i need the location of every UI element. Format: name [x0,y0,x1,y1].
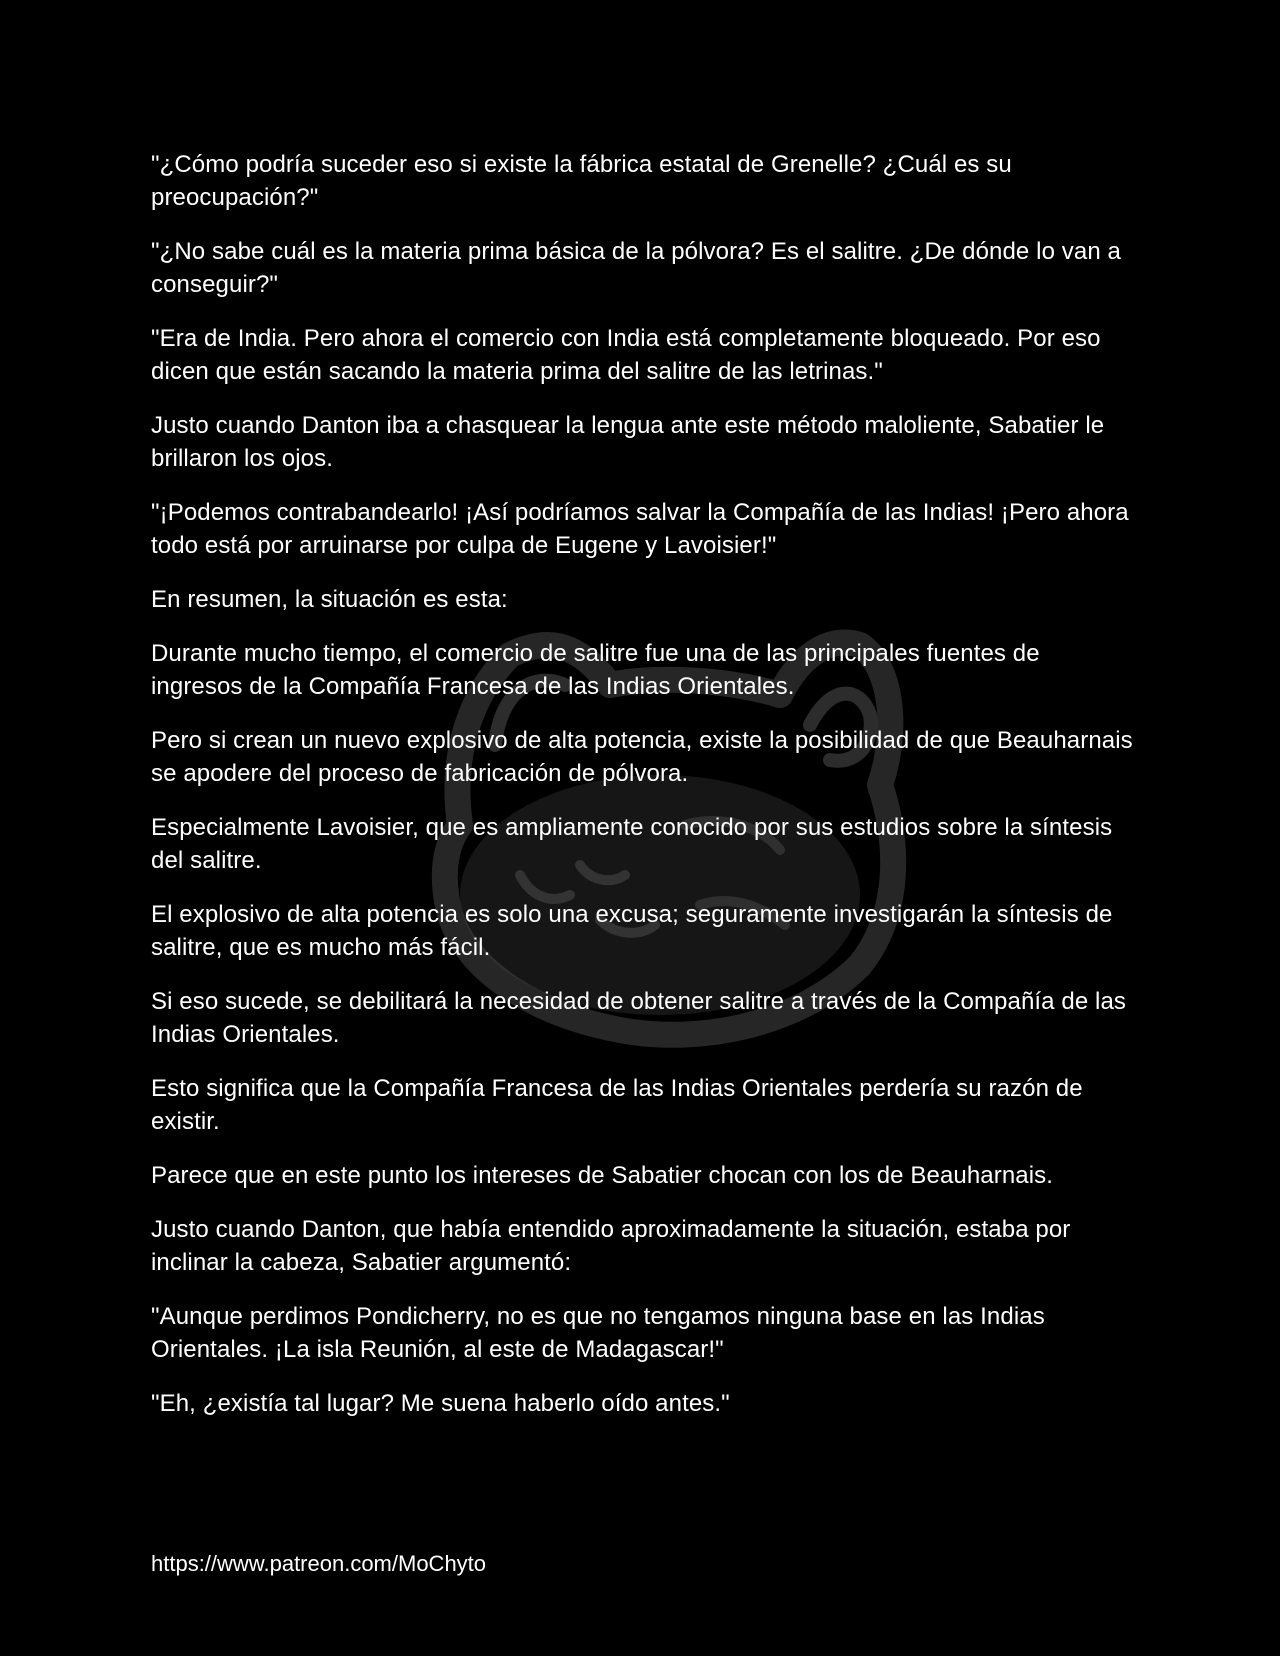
paragraph: Justo cuando Danton iba a chasquear la lengua ante este método maloliente, Sabatier le brillaron los ojos. [151,412,1105,472]
paragraph: Si eso sucede, se debilitará la necesidad de obtener salitre a través de la Compañía de las Indias Orientales. [151,988,1127,1048]
paragraph: "¿No sabe cuál es la materia prima básica de la pólvora? Es el salitre. ¿De dónde lo van a conseguir?" [151,238,1122,298]
paragraph: "¡Podemos contrabandearlo! ¡Así podríamos salvar la Compañía de las Indias! ¡Pero ahora todo está por arruinarse por culpa de Eugene y Lavoisier!" [151,499,1129,559]
paragraph: Esto significa que la Compañía Francesa de las Indias Orientales perdería su razón de existir. [151,1075,1083,1135]
paragraph: Especialmente Lavoisier, que es ampliamente conocido por sus estudios sobre la síntesis del salitre. [151,814,1113,874]
paragraph: Durante mucho tiempo, el comercio de salitre fue una de las principales fuentes de ingresos de la Compañía Francesa de las Indias Orientales. [151,640,1040,700]
paragraph: "¿Cómo podría suceder eso si existe la fábrica estatal de Grenelle? ¿Cuál es su preocupación?" [151,151,1012,211]
paragraph: En resumen, la situación es esta: [151,586,508,613]
paragraph: "Eh, ¿existía tal lugar? Me suena haberlo oído antes." [151,1390,730,1417]
paragraph: Parece que en este punto los intereses de Sabatier chocan con los de Beauharnais. [151,1162,1054,1189]
paragraph: "Aunque perdimos Pondicherry, no es que no tengamos ninguna base en las Indias Orientales. ¡La isla Reunión, al este de Madagascar!" [151,1303,1045,1363]
paragraph: "Era de India. Pero ahora el comercio con India está completamente bloqueado. Por eso dicen que están sacando la materia prima del salitre de las letrinas." [151,325,1101,385]
patreon-link[interactable]: https://www.patreon.com/MoChyto [151,1551,487,1576]
paragraph: Pero si crean un nuevo explosivo de alta potencia, existe la posibilidad de que Beauharnais se apodere del proceso de fabricación de pólvora. [151,727,1133,787]
paragraph: Justo cuando Danton, que había entendido aproximadamente la situación, estaba por inclinar la cabeza, Sabatier argumentó: [151,1216,1071,1276]
paragraph: El explosivo de alta potencia es solo una excusa; seguramente investigarán la síntesis de salitre, que es mucho más fácil. [151,901,1113,961]
document-body [151,148,1136,1441]
